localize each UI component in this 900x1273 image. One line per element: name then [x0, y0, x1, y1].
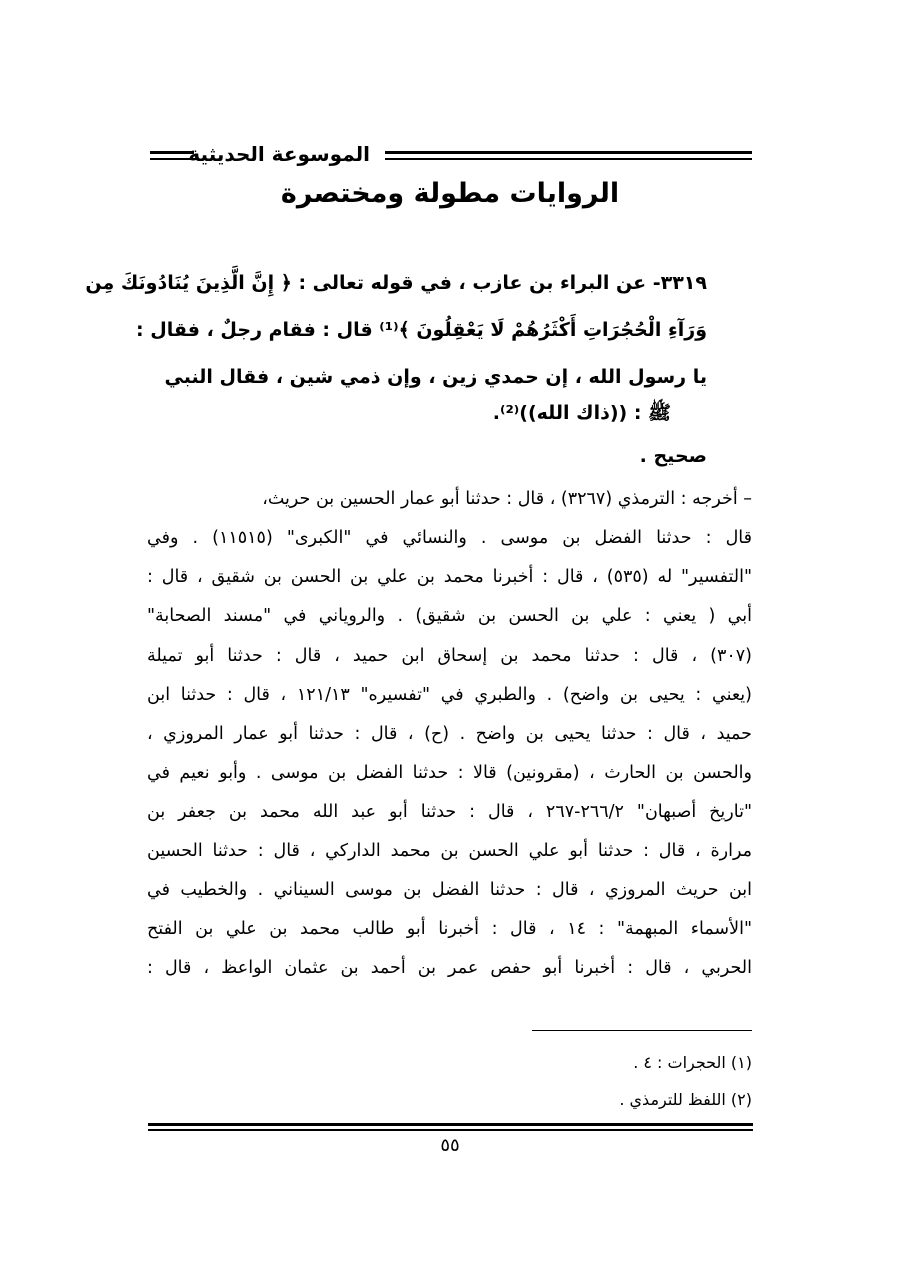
- footnote-2: (٢) اللفظ للترمذي .: [619, 1090, 752, 1109]
- footnote-1: (١) الحجرات : ٤ .: [633, 1053, 752, 1072]
- source-line: قال : حدثنا الفضل بن موسى . والنسائي في "الكبرى" (١١٥١٥) . وفي: [147, 528, 753, 548]
- source-line: – أخرجه : الترمذي (٣٢٦٧) ، قال : حدثنا أبو عمار الحسين بن حريث،: [262, 489, 752, 509]
- source-line: "التفسير" له (٥٣٥) ، قال : أخبرنا محمد بن علي بن الحسن بن شقيق ، قال :: [147, 567, 752, 587]
- source-line: والحسن بن الحارث ، (مقرونين) قالا : حدثنا الفضل بن موسى . وأبو نعيم في: [147, 763, 752, 783]
- running-header-text: الموسوعة الحديثية: [188, 142, 370, 166]
- source-line: "الأسماء المبهمة" : ١٤ ، قال : أخبرنا أبو طالب محمد بن علي بن الفتح: [147, 919, 752, 939]
- source-line: أبي ( يعني : علي بن الحسن بن شقيق) . والروياني في "مسند الصحابة": [147, 606, 752, 626]
- footer-rule-bottom: [148, 1129, 753, 1131]
- source-line: (٣٠٧) ، قال : حدثنا محمد بن إسحاق ابن حميد ، قال : حدثنا أبو تميلة: [147, 646, 752, 666]
- page-number: ٥٥: [440, 1135, 460, 1156]
- header-rule-right-top: [385, 151, 752, 154]
- hadith-line: ٣٣١٩- عن البراء بن عازب ، في قوله تعالى : ﴿ إِنَّ الَّذِينَ يُنَادُونَكَ مِن: [85, 272, 707, 294]
- section-title: الروايات مطولة ومختصرة: [280, 178, 620, 209]
- header-rule-left-top: [150, 151, 194, 154]
- header-rule-left-bottom: [150, 158, 194, 160]
- hadith-line: وَرَآءِ الْحُجُرَاتِ أَكْثَرُهُمْ لَا يَعْقِلُونَ ﴾⁽¹⁾ قال : فقام رجلٌ ، فقال :: [136, 319, 707, 341]
- source-line: حميد ، قال : حدثنا يحيى بن واضح . (ح) ، قال : حدثنا أبو عمار المروزي ،: [147, 724, 752, 744]
- footnote-separator: [532, 1030, 752, 1031]
- source-line: ابن حريث المروزي ، قال : حدثنا الفضل بن موسى السيناني . والخطيب في: [147, 880, 752, 900]
- hadith-grade: صحيح .: [639, 445, 707, 467]
- hadith-line: يا رسول الله ، إن حمدي زين ، وإن ذمي شين ، فقال النبي: [164, 366, 707, 388]
- hadith-line: ﷺ : ((ذاك الله))⁽²⁾.: [492, 402, 671, 424]
- source-line: الحربي ، قال : أخبرنا أبو حفص عمر بن أحمد بن عثمان الواعظ ، قال :: [147, 958, 752, 978]
- source-line: مرارة ، قال : حدثنا أبو علي الحسن بن محمد الداركي ، قال : حدثنا الحسين: [147, 841, 752, 861]
- footer-rule-top: [148, 1123, 753, 1126]
- source-line: "تاريخ أصبهان" ٢٦٦/٢-٢٦٧ ، قال : حدثنا أبو عبد الله محمد بن جعفر بن: [147, 802, 752, 822]
- header-rule-right-bottom: [385, 158, 752, 160]
- source-line: (يعني : يحيى بن واضح) . والطبري في "تفسيره" ١٢١/١٣ ، قال : حدثنا ابن: [147, 685, 752, 705]
